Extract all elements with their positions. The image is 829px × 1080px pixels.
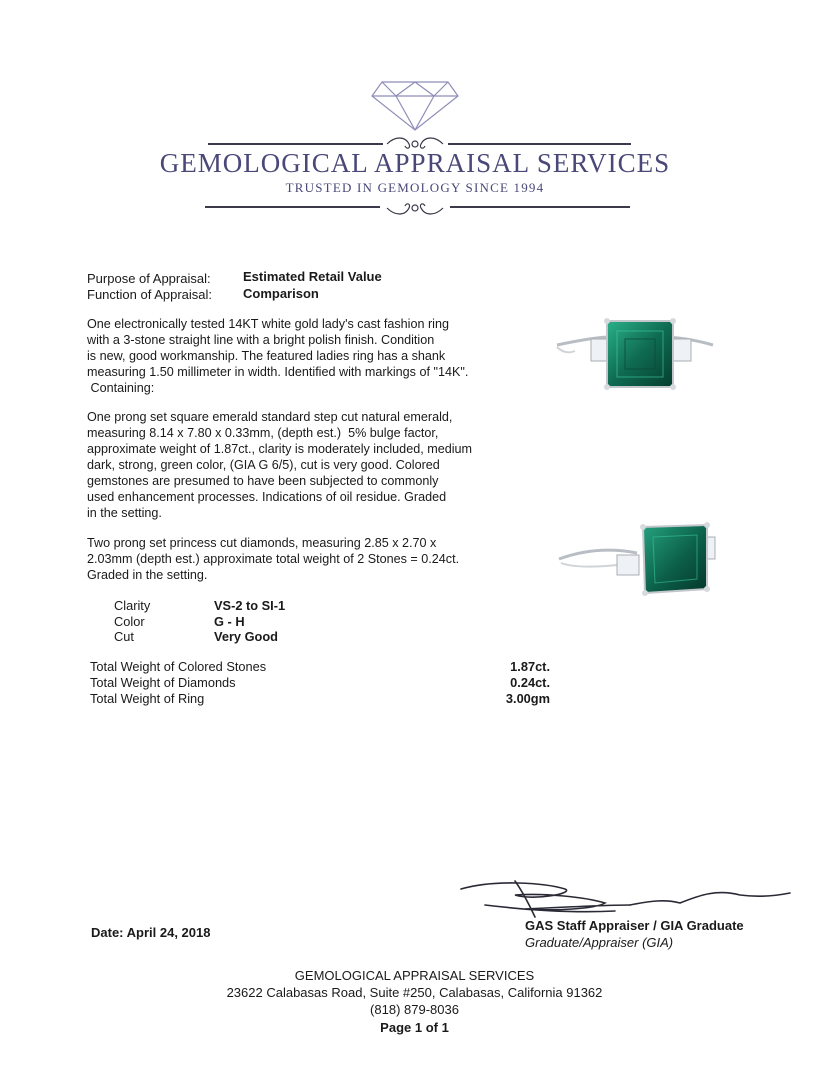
spec-label: Clarity xyxy=(114,598,151,613)
emerald-description-line: used enhancement processes. Indications of oil residue. Graded xyxy=(87,490,447,504)
ring-description xyxy=(87,316,507,396)
company-tagline: TRUSTED IN GEMOLOGY SINCE 1994 xyxy=(285,180,545,195)
ring-description-line: with a 3-stone straight line with a bright polish finish. Condition xyxy=(87,333,435,347)
ring-photo-front xyxy=(555,315,715,405)
ring-photo-angled xyxy=(557,515,717,605)
spec-value: G - H xyxy=(214,613,245,629)
purpose-label: Purpose of Appraisal: xyxy=(87,271,211,286)
emerald-description-line: gemstones are presumed to have been subjected to commonly xyxy=(87,474,439,488)
total-label: Total Weight of Colored Stones xyxy=(90,659,267,674)
spec-row-clarity xyxy=(114,598,285,614)
function-label: Function of Appraisal: xyxy=(87,287,213,302)
emerald-description-line: approximate weight of 1.87ct., clarity is moderately included, medium xyxy=(87,442,472,456)
ring-description-line: measuring 1.50 millimeter in width. Identified with markings of "14K". xyxy=(87,365,469,379)
appraisal-date: Date: April 24, 2018 xyxy=(91,925,211,940)
diamond-description-line: Two prong set princess cut diamonds, measuring 2.85 x 2.70 x xyxy=(87,536,437,550)
appraiser-subtitle: Graduate/Appraiser (GIA) xyxy=(525,935,674,950)
total-row-colored-stones xyxy=(90,659,550,675)
total-row-diamonds xyxy=(90,675,550,691)
total-row-ring xyxy=(90,691,550,707)
top-rule-left xyxy=(208,143,383,145)
footer-phone: (818) 879-8036 xyxy=(370,1002,459,1017)
emerald-description-line: One prong set square emerald standard step cut natural emerald, xyxy=(87,410,453,424)
diamond-description-line: Graded in the setting. xyxy=(87,568,208,582)
bottom-rule-right xyxy=(450,206,630,208)
diamond-logo-icon xyxy=(370,80,460,132)
purpose-value: Estimated Retail Value xyxy=(243,269,382,284)
diamond-description xyxy=(87,535,507,583)
total-value: 3.00gm xyxy=(505,691,550,706)
emerald-description-line: in the setting. xyxy=(87,506,162,520)
emerald-description-line: measuring 8.14 x 7.80 x 0.33mm, (depth est.) 5% bulge factor, xyxy=(87,426,439,440)
total-label: Total Weight of Diamonds xyxy=(90,675,236,690)
spec-row-color xyxy=(114,614,285,630)
spec-value: Very Good xyxy=(214,629,279,644)
ring-description-line: One electronically tested 14KT white gold lady's cast fashion ring xyxy=(87,317,449,331)
company-name: GEMOLOGICAL APPRAISAL SERVICES xyxy=(159,148,671,178)
spec-label: Color xyxy=(114,613,145,629)
diamond-specs xyxy=(114,598,285,645)
total-label: Total Weight of Ring xyxy=(90,691,205,706)
weight-totals xyxy=(90,659,550,707)
emerald-description-line: dark, strong, green color, (GIA G 6/5), cut is very good. Colored xyxy=(87,458,440,472)
spec-label: Cut xyxy=(114,629,134,644)
page-number: Page 1 of 1 xyxy=(380,1020,449,1035)
scroll-ornament-bottom-icon xyxy=(385,200,445,216)
footer-company: GEMOLOGICAL APPRAISAL SERVICES xyxy=(294,968,535,983)
bottom-rule-left xyxy=(205,206,380,208)
spec-row-cut xyxy=(114,629,285,645)
emerald-description xyxy=(87,409,507,521)
ring-description-line: is new, good workmanship. The featured ladies ring has a shank xyxy=(87,349,446,363)
total-value: 1.87ct. xyxy=(510,659,550,674)
footer-address: 23622 Calabasas Road, Suite #250, Calabasas, California 91362 xyxy=(226,985,603,1000)
spec-value: VS-2 to SI-1 xyxy=(214,598,286,613)
top-rule-right xyxy=(448,143,631,145)
total-value: 0.24ct. xyxy=(510,675,550,690)
diamond-description-line: 2.03mm (depth est.) approximate total weight of 2 Stones = 0.24ct. xyxy=(87,552,460,566)
ring-description-line: Containing: xyxy=(87,381,155,395)
function-value: Comparison xyxy=(243,286,319,301)
appraiser-title: GAS Staff Appraiser / GIA Graduate xyxy=(525,918,744,933)
